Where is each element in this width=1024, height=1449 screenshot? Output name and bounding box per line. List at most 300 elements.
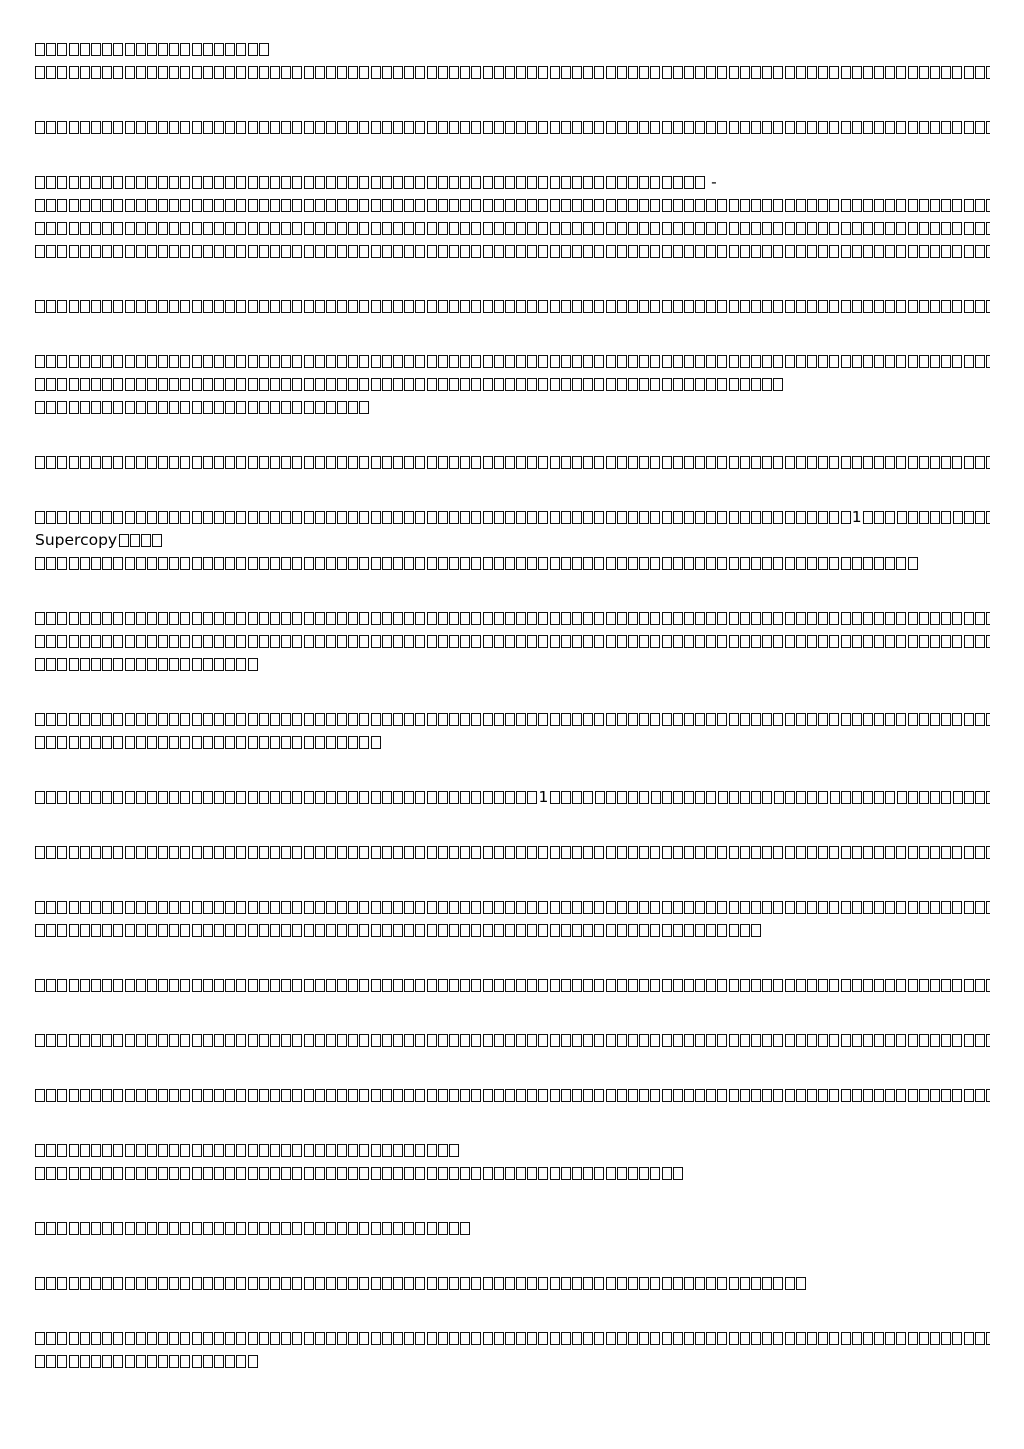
missing-glyph-box <box>863 355 873 368</box>
missing-glyph-box <box>214 245 224 258</box>
missing-glyph-box <box>896 612 906 625</box>
missing-glyph-box <box>896 355 906 368</box>
missing-glyph-box <box>158 355 168 368</box>
missing-glyph-box <box>46 736 56 749</box>
missing-glyph-box <box>639 612 649 625</box>
missing-glyph-box <box>505 979 515 992</box>
missing-glyph-box <box>516 1332 526 1345</box>
missing-glyph-box <box>583 300 593 313</box>
missing-glyph-box <box>80 1355 90 1368</box>
missing-glyph-box <box>941 612 951 625</box>
missing-glyph-box <box>136 635 146 648</box>
missing-glyph-box <box>706 1089 716 1102</box>
missing-glyph-box <box>773 1277 783 1290</box>
missing-glyph-box <box>538 635 548 648</box>
missing-glyph-box <box>673 612 683 625</box>
missing-glyph-box <box>203 1144 213 1157</box>
missing-glyph-box <box>214 511 224 524</box>
missing-glyph-box <box>662 612 672 625</box>
missing-glyph-box <box>427 511 437 524</box>
missing-glyph-box <box>315 1167 325 1180</box>
missing-glyph-box <box>169 222 179 235</box>
missing-glyph-box <box>69 43 79 56</box>
missing-glyph-box <box>527 456 537 469</box>
missing-glyph-box <box>292 378 302 391</box>
missing-glyph-box <box>662 176 672 189</box>
missing-glyph-box <box>930 245 940 258</box>
missing-glyph-box <box>572 713 582 726</box>
missing-glyph-box <box>348 456 358 469</box>
missing-glyph-box <box>35 43 45 56</box>
missing-glyph-box <box>259 401 269 414</box>
missing-glyph-box <box>740 222 750 235</box>
missing-glyph-box <box>248 1332 258 1345</box>
missing-glyph-box <box>203 66 213 79</box>
missing-glyph-box <box>427 66 437 79</box>
missing-glyph-box <box>807 300 817 313</box>
missing-glyph-box <box>427 846 437 859</box>
paragraph <box>35 1084 990 1107</box>
missing-glyph-box <box>225 901 235 914</box>
missing-glyph-box <box>952 1034 962 1047</box>
missing-glyph-box <box>192 176 202 189</box>
missing-glyph-box <box>180 557 190 570</box>
missing-glyph-box <box>896 456 906 469</box>
missing-glyph-box <box>281 612 291 625</box>
missing-glyph-box <box>874 300 884 313</box>
missing-glyph-box <box>382 1167 392 1180</box>
missing-glyph-box <box>639 378 649 391</box>
missing-glyph-box <box>393 901 403 914</box>
missing-glyph-box <box>270 511 280 524</box>
missing-glyph-box <box>561 378 571 391</box>
missing-glyph-box <box>527 979 537 992</box>
missing-glyph-box <box>740 511 750 524</box>
missing-glyph-box <box>80 199 90 212</box>
missing-glyph-box <box>393 300 403 313</box>
missing-glyph-box <box>415 979 425 992</box>
missing-glyph-box <box>617 846 627 859</box>
missing-glyph-box <box>91 1277 101 1290</box>
missing-glyph-box <box>248 378 258 391</box>
missing-glyph-box <box>359 222 369 235</box>
missing-glyph-box <box>371 612 381 625</box>
missing-glyph-box <box>125 245 135 258</box>
missing-glyph-box <box>617 176 627 189</box>
missing-glyph-box <box>35 378 45 391</box>
missing-glyph-box <box>785 1332 795 1345</box>
missing-glyph-box <box>46 635 56 648</box>
missing-glyph-box <box>393 1034 403 1047</box>
missing-glyph-box <box>270 222 280 235</box>
missing-glyph-box <box>908 1332 918 1345</box>
missing-glyph-box <box>259 924 269 937</box>
missing-glyph-box <box>427 1332 437 1345</box>
missing-glyph-box <box>516 791 526 804</box>
missing-glyph-box <box>606 66 616 79</box>
missing-glyph-box <box>572 1089 582 1102</box>
missing-glyph-box <box>516 199 526 212</box>
missing-glyph-box <box>292 846 302 859</box>
missing-glyph-box <box>69 66 79 79</box>
missing-glyph-box <box>371 1167 381 1180</box>
missing-glyph-box <box>248 658 258 671</box>
missing-glyph-box <box>69 979 79 992</box>
missing-glyph-box <box>427 1144 437 1157</box>
missing-glyph-box <box>393 355 403 368</box>
missing-glyph-box <box>628 1167 638 1180</box>
missing-glyph-box <box>751 66 761 79</box>
missing-glyph-box <box>80 121 90 134</box>
missing-glyph-box <box>572 791 582 804</box>
missing-glyph-box <box>807 355 817 368</box>
missing-glyph-box <box>438 924 448 937</box>
missing-glyph-box <box>818 121 828 134</box>
missing-glyph-box <box>706 66 716 79</box>
missing-glyph-box <box>136 1089 146 1102</box>
missing-glyph-box <box>102 43 112 56</box>
missing-glyph-box <box>740 846 750 859</box>
missing-glyph-box <box>337 1277 347 1290</box>
missing-glyph-box <box>337 979 347 992</box>
paragraph <box>35 506 990 575</box>
missing-glyph-box <box>214 791 224 804</box>
missing-glyph-box <box>975 846 985 859</box>
missing-glyph-box <box>505 511 515 524</box>
missing-glyph-box <box>930 121 940 134</box>
missing-glyph-box <box>516 635 526 648</box>
missing-glyph-box <box>304 199 314 212</box>
missing-glyph-box <box>281 300 291 313</box>
missing-glyph-box <box>673 511 683 524</box>
missing-glyph-box <box>494 199 504 212</box>
missing-glyph-box <box>505 121 515 134</box>
missing-glyph-box <box>192 1355 202 1368</box>
missing-glyph-box <box>80 658 90 671</box>
missing-glyph-box <box>91 846 101 859</box>
missing-glyph-box <box>35 846 45 859</box>
missing-glyph-box <box>561 121 571 134</box>
text-line <box>35 974 990 997</box>
missing-glyph-box <box>315 1222 325 1235</box>
missing-glyph-box <box>315 979 325 992</box>
missing-glyph-box <box>986 121 990 134</box>
missing-glyph-box <box>550 635 560 648</box>
missing-glyph-box <box>91 1355 101 1368</box>
missing-glyph-box <box>483 1034 493 1047</box>
missing-glyph-box <box>505 1332 515 1345</box>
missing-glyph-box <box>494 901 504 914</box>
missing-glyph-box <box>617 300 627 313</box>
missing-glyph-box <box>449 511 459 524</box>
missing-glyph-box <box>908 245 918 258</box>
missing-glyph-box <box>236 557 246 570</box>
missing-glyph-box <box>483 199 493 212</box>
missing-glyph-box <box>583 378 593 391</box>
missing-glyph-box <box>673 121 683 134</box>
missing-glyph-box <box>203 199 213 212</box>
text-line <box>35 171 990 194</box>
missing-glyph-box <box>874 245 884 258</box>
missing-glyph-box <box>785 1277 795 1290</box>
missing-glyph-box <box>102 121 112 134</box>
missing-glyph-box <box>717 456 727 469</box>
missing-glyph-box <box>594 1167 604 1180</box>
missing-glyph-box <box>136 1355 146 1368</box>
missing-glyph-box <box>91 43 101 56</box>
missing-glyph-box <box>975 222 985 235</box>
missing-glyph-box <box>494 924 504 937</box>
missing-glyph-box <box>147 635 157 648</box>
missing-glyph-box <box>337 456 347 469</box>
missing-glyph-box <box>818 456 828 469</box>
missing-glyph-box <box>684 511 694 524</box>
missing-glyph-box <box>270 199 280 212</box>
missing-glyph-box <box>874 1089 884 1102</box>
missing-glyph-box <box>796 245 806 258</box>
missing-glyph-box <box>941 456 951 469</box>
missing-glyph-box <box>438 222 448 235</box>
missing-glyph-box <box>516 355 526 368</box>
missing-glyph-box <box>102 1144 112 1157</box>
missing-glyph-box <box>639 199 649 212</box>
missing-glyph-box <box>550 355 560 368</box>
missing-glyph-box <box>113 924 123 937</box>
missing-glyph-box <box>192 355 202 368</box>
missing-glyph-box <box>158 43 168 56</box>
missing-glyph-box <box>919 979 929 992</box>
missing-glyph-box <box>572 1277 582 1290</box>
missing-glyph-box <box>471 924 481 937</box>
missing-glyph-box <box>393 557 403 570</box>
missing-glyph-box <box>505 1167 515 1180</box>
missing-glyph-box <box>359 791 369 804</box>
missing-glyph-box <box>281 713 291 726</box>
missing-glyph-box <box>125 736 135 749</box>
missing-glyph-box <box>673 176 683 189</box>
missing-glyph-box <box>729 222 739 235</box>
missing-glyph-box <box>717 1034 727 1047</box>
missing-glyph-box <box>69 199 79 212</box>
missing-glyph-box <box>550 791 560 804</box>
missing-glyph-box <box>180 1332 190 1345</box>
missing-glyph-box <box>169 43 179 56</box>
missing-glyph-box <box>147 66 157 79</box>
missing-glyph-box <box>214 43 224 56</box>
missing-glyph-box <box>773 612 783 625</box>
missing-glyph-box <box>617 1089 627 1102</box>
missing-glyph-box <box>35 355 45 368</box>
missing-glyph-box <box>180 1034 190 1047</box>
missing-glyph-box <box>852 1089 862 1102</box>
missing-glyph-box <box>706 791 716 804</box>
missing-glyph-box <box>449 199 459 212</box>
missing-glyph-box <box>572 846 582 859</box>
missing-glyph-box <box>427 378 437 391</box>
missing-glyph-box <box>259 176 269 189</box>
missing-glyph-box <box>102 245 112 258</box>
missing-glyph-box <box>337 176 347 189</box>
missing-glyph-box <box>382 557 392 570</box>
missing-glyph-box <box>113 791 123 804</box>
missing-glyph-box <box>628 121 638 134</box>
missing-glyph-box <box>158 635 168 648</box>
missing-glyph-box <box>505 1277 515 1290</box>
missing-glyph-box <box>494 557 504 570</box>
missing-glyph-box <box>717 1089 727 1102</box>
missing-glyph-box <box>281 199 291 212</box>
missing-glyph-box <box>35 713 45 726</box>
missing-glyph-box <box>785 979 795 992</box>
missing-glyph-box <box>684 901 694 914</box>
missing-glyph-box <box>740 1089 750 1102</box>
missing-glyph-box <box>550 557 560 570</box>
missing-glyph-box <box>259 736 269 749</box>
missing-glyph-box <box>69 1277 79 1290</box>
text-line <box>35 1029 990 1052</box>
missing-glyph-box <box>908 222 918 235</box>
missing-glyph-box <box>650 1167 660 1180</box>
missing-glyph-box <box>147 176 157 189</box>
missing-glyph-box <box>192 378 202 391</box>
text-line <box>35 607 990 630</box>
missing-glyph-box <box>751 511 761 524</box>
missing-glyph-box <box>740 713 750 726</box>
missing-glyph-box <box>684 1034 694 1047</box>
missing-glyph-box <box>561 1332 571 1345</box>
missing-glyph-box <box>57 1089 67 1102</box>
missing-glyph-box <box>359 1144 369 1157</box>
missing-glyph-box <box>57 245 67 258</box>
missing-glyph-box <box>125 1222 135 1235</box>
missing-glyph-box <box>304 121 314 134</box>
missing-glyph-box <box>382 245 392 258</box>
missing-glyph-box <box>561 713 571 726</box>
missing-glyph-box <box>136 736 146 749</box>
missing-glyph-box <box>494 300 504 313</box>
missing-glyph-box <box>359 1089 369 1102</box>
missing-glyph-box <box>214 713 224 726</box>
text-line <box>35 708 990 731</box>
missing-glyph-box <box>57 736 67 749</box>
missing-glyph-box <box>673 924 683 937</box>
missing-glyph-box <box>483 511 493 524</box>
missing-glyph-box <box>158 222 168 235</box>
missing-glyph-box <box>180 511 190 524</box>
missing-glyph-box <box>281 66 291 79</box>
missing-glyph-box <box>829 199 839 212</box>
missing-glyph-box <box>35 401 45 414</box>
missing-glyph-box <box>852 557 862 570</box>
missing-glyph-box <box>259 612 269 625</box>
missing-glyph-box <box>393 378 403 391</box>
missing-glyph-box <box>326 635 336 648</box>
missing-glyph-box <box>404 1089 414 1102</box>
missing-glyph-box <box>248 557 258 570</box>
missing-glyph-box <box>169 612 179 625</box>
missing-glyph-box <box>885 635 895 648</box>
missing-glyph-box <box>359 924 369 937</box>
missing-glyph-box <box>225 66 235 79</box>
missing-glyph-box <box>538 245 548 258</box>
missing-glyph-box <box>527 355 537 368</box>
missing-glyph-box <box>192 979 202 992</box>
missing-glyph-box <box>583 1034 593 1047</box>
missing-glyph-box <box>35 1089 45 1102</box>
missing-glyph-box <box>259 121 269 134</box>
missing-glyph-box <box>617 635 627 648</box>
missing-glyph-box <box>259 1167 269 1180</box>
missing-glyph-box <box>538 846 548 859</box>
missing-glyph-box <box>740 791 750 804</box>
missing-glyph-box <box>650 176 660 189</box>
missing-glyph-box <box>292 736 302 749</box>
missing-glyph-box <box>192 245 202 258</box>
missing-glyph-box <box>818 557 828 570</box>
missing-glyph-box <box>225 924 235 937</box>
missing-glyph-box <box>863 791 873 804</box>
missing-glyph-box <box>158 1332 168 1345</box>
missing-glyph-box <box>807 121 817 134</box>
missing-glyph-box <box>91 355 101 368</box>
missing-glyph-box <box>46 245 56 258</box>
missing-glyph-box <box>483 1332 493 1345</box>
missing-glyph-box <box>46 401 56 414</box>
missing-glyph-box <box>684 557 694 570</box>
missing-glyph-box <box>505 222 515 235</box>
missing-glyph-box <box>516 924 526 937</box>
missing-glyph-box <box>896 846 906 859</box>
missing-glyph-box <box>415 846 425 859</box>
missing-glyph-box <box>192 557 202 570</box>
missing-glyph-box <box>214 355 224 368</box>
missing-glyph-box <box>483 1089 493 1102</box>
missing-glyph-box <box>538 979 548 992</box>
missing-glyph-box <box>952 612 962 625</box>
missing-glyph-box <box>662 66 672 79</box>
missing-glyph-box <box>684 713 694 726</box>
missing-glyph-box <box>46 511 56 524</box>
missing-glyph-box <box>449 901 459 914</box>
missing-glyph-box <box>404 245 414 258</box>
missing-glyph-box <box>248 511 258 524</box>
missing-glyph-box <box>606 1167 616 1180</box>
missing-glyph-box <box>236 901 246 914</box>
missing-glyph-box <box>863 1332 873 1345</box>
missing-glyph-box <box>818 66 828 79</box>
missing-glyph-box <box>57 222 67 235</box>
missing-glyph-box <box>80 924 90 937</box>
missing-glyph-box <box>415 1332 425 1345</box>
missing-glyph-box <box>113 245 123 258</box>
missing-glyph-box <box>214 199 224 212</box>
missing-glyph-box <box>762 355 772 368</box>
missing-glyph-box <box>841 635 851 648</box>
missing-glyph-box <box>729 378 739 391</box>
missing-glyph-box <box>964 511 974 524</box>
missing-glyph-box <box>214 1144 224 1157</box>
missing-glyph-box <box>315 791 325 804</box>
missing-glyph-box <box>527 378 537 391</box>
missing-glyph-box <box>259 1144 269 1157</box>
missing-glyph-box <box>393 924 403 937</box>
missing-glyph-box <box>516 66 526 79</box>
missing-glyph-box <box>359 635 369 648</box>
missing-glyph-box <box>438 846 448 859</box>
missing-glyph-box <box>214 979 224 992</box>
missing-glyph-box <box>706 300 716 313</box>
missing-glyph-box <box>919 713 929 726</box>
